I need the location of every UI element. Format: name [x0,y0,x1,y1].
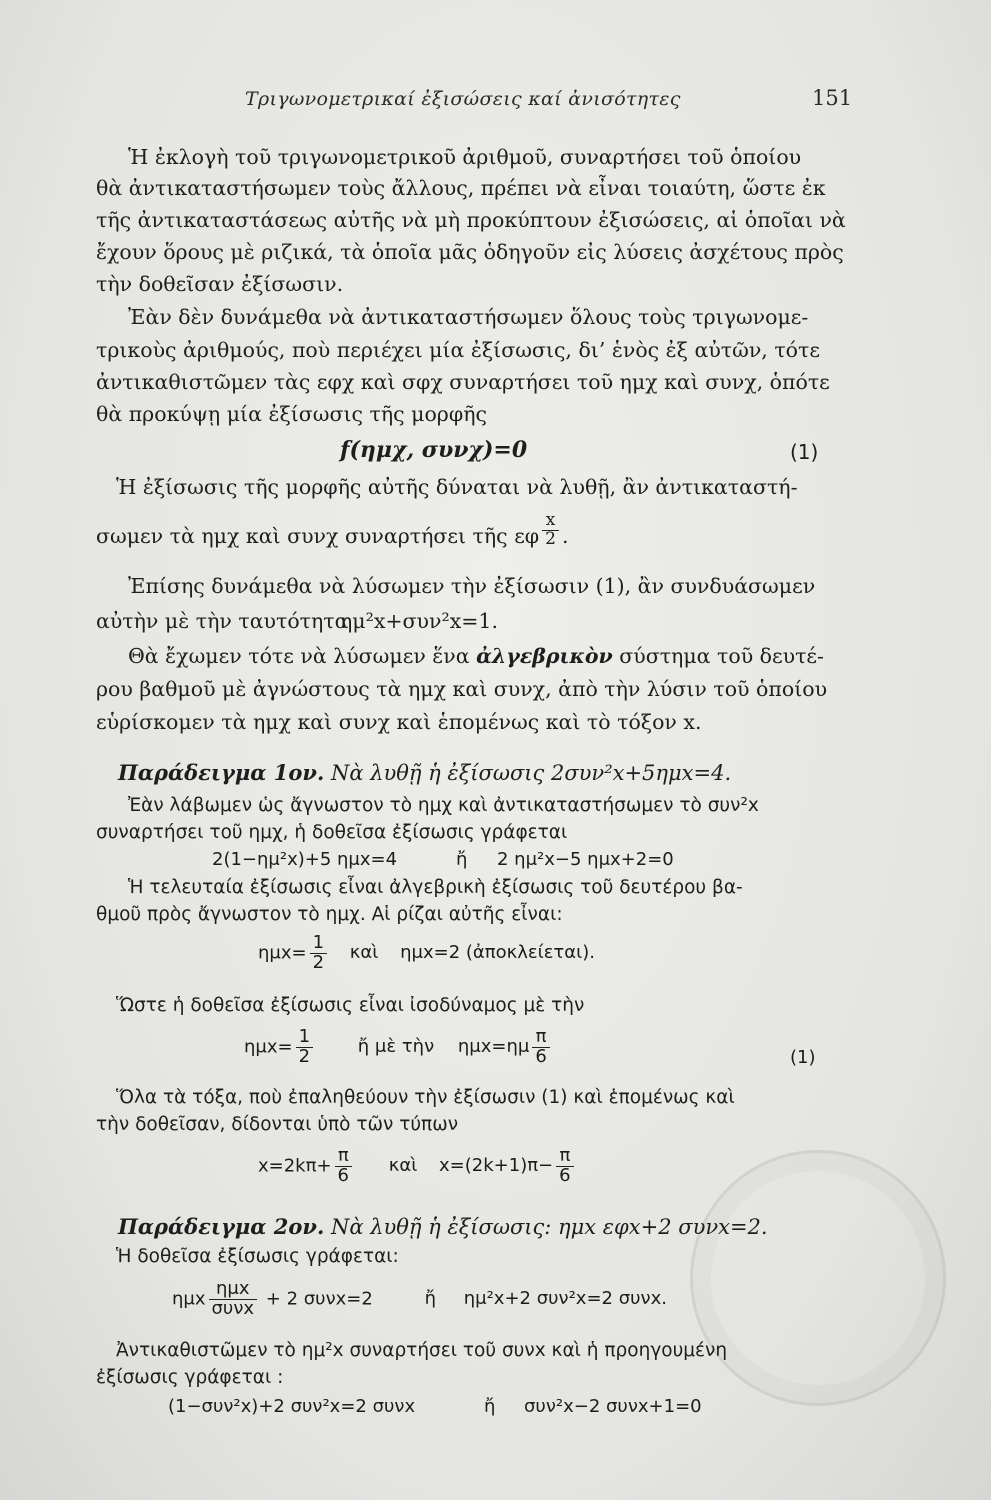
paragraph-1-line-3: τῆς ἀντικαταστάσεως αὐτῆς νὰ μὴ προκύπτουν ἐξισώσεις, αἱ ὁποῖαι νὰ [96,208,846,232]
paragraph-3-tan: εφ [514,524,540,548]
paragraph-3-period: . [562,524,569,548]
example-2-statement: Νὰ λυθῇ ἡ ἐξίσωσις: ημx εφx+2 συνx=2. [330,1215,768,1239]
example-1-line-3: Ἡ τελευταία ἐξίσωσις εἶναι ἀλγεβρικὴ ἐξίσωσις τοῦ δευτέρου βα- [128,877,743,898]
example-2-denominator: συνx [211,1297,255,1319]
example-2-eq-rest: + 2 συνx=2 [265,1288,373,1310]
equation-2-pi: π [532,1028,549,1048]
running-title: Τριγωνομετρικαί ἐξισώσεις καί ἀνισότητες [245,88,681,110]
paragraph-3-line-2 [96,510,569,549]
example-1-heading [118,760,731,785]
example-1-equation-b: 2 ημ²x−5 ημx+2=0 [497,849,674,870]
equation-1: f(ημχ, συνχ)=0 [340,437,528,463]
paragraph-1-line-4: ἔχουν ὅρους μὲ ριζικά, τὰ ὁποῖα μᾶς ὁδηγοῦν εἰς λύσεις ἀσχέτους πρὸς [96,240,844,264]
paragraph-1-line-1: Ἡ ἐκλογὴ τοῦ τριγωνομετρικοῦ ἀριθμοῦ, συναρτήσει τοῦ ὁποίου [128,145,802,169]
example-1-line-7: τὴν δοθεῖσαν, δίδονται ὑπὸ τῶν τύπων [96,1114,459,1135]
example-1-equation-a: 2(1−ημ²x)+5 ημx=4 [212,849,398,870]
solutions-and: καὶ [388,1155,418,1177]
half-angle-fraction [542,512,559,549]
equation-2-denominator: 2 [298,1045,311,1067]
equation-2-mid: ἤ μὲ τὴν [357,1036,435,1058]
example-2-eq-rhs: ημ²x+2 συν²x=2 συνx. [463,1288,667,1310]
example-1-line-6: Ὅλα τὰ τόξα, ποὺ ἐπαληθεύουν τὴν ἐξίσωσιν (1) καὶ ἑπομένως καὶ [116,1087,735,1108]
equation-2-six: 6 [535,1045,547,1067]
paragraph-3-line-1: Ἡ ἐξίσωσις τῆς μορφῆς αὐτῆς δύναται νὰ λυθῇ, ἂν ἀντικαταστή- [116,475,798,499]
equation-2-pi-fraction [532,1028,549,1067]
roots-denominator: 2 [312,951,325,973]
identity-formula: ημ²x+συν²x=1. [340,609,498,633]
example-2-title: Παράδειγμα 2ον. [118,1214,325,1239]
paragraph-3-text: σωμεν τὰ ημχ καὶ συνχ συναρτήσει τῆς [96,524,508,548]
solution-b-pi: π [556,1147,573,1167]
example-2-fraction [209,1280,258,1319]
solutions-formula [258,1147,577,1186]
half-angle-numerator: x [542,512,559,531]
paragraph-2-line-1: Ἐὰν δὲν δυνάμεθα νὰ ἀντικαταστήσωμεν ὅλους τοὺς τριγωνομε- [128,305,809,329]
paragraph-5-text-a: Θὰ ἔχωμεν τότε νὰ λύσωμεν ἕνα [128,644,470,668]
example-2-equation [172,1280,667,1319]
paragraph-2-line-2: τρικοὺς ἀριθμούς, ποὺ περιέχει μία ἐξίσωσις, δι’ ἑνὸς ἐξ αὐτῶν, τότε [96,338,820,362]
equation-1-number: (1) [790,440,819,464]
paragraph-2-line-3: ἀντικαθιστῶμεν τὰς εφχ καὶ σφχ συναρτήσει τοῦ ημχ καὶ συνχ, ὁπότε [96,370,830,394]
equation-2 [244,1028,553,1067]
example-2-eq-lhs: ημx [172,1288,206,1310]
paragraph-5-text-c: σύστημα τοῦ δευτέ- [619,644,824,668]
paragraph-2-line-4: θὰ προκύψῃ μία ἐξίσωσις τῆς μορφῆς [96,402,487,426]
equation-2-number: (1) [790,1047,816,1068]
example-1-title: Παράδειγμα 1ον. [118,760,325,785]
paragraph-5-line-3: εὑρίσκομεν τὰ ημχ καὶ συνχ καὶ ἑπομένως καὶ τὸ τόξον x. [96,710,702,734]
equation-2-numerator: 1 [296,1028,313,1048]
paragraph-4-line-2a: αὐτὴν μὲ τὴν ταυτότητα [96,609,349,633]
roots-lhs: ημx= [258,942,307,964]
solution-a-six: 6 [337,1164,349,1186]
roots-formula [258,934,595,973]
solution-a-fraction [335,1147,352,1186]
example-2-numerator: ημx [209,1280,258,1300]
roots-fraction [310,934,327,973]
example-2-line-1: Ἡ δοθεῖσα ἐξίσωσις γράφεται: [116,1246,399,1267]
equation-2-rhs: ημx=ημ [457,1036,530,1058]
example-1-statement: Νὰ λυθῇ ἡ ἐξίσωσις 2συν²x+5ημx=4. [330,761,732,785]
page-number: 151 [812,86,853,110]
example-1-or-1: ἤ [456,849,468,870]
roots-rhs: ημx=2 (ἀποκλείεται). [400,942,595,964]
paragraph-5-line-2: ρου βαθμοῦ μὲ ἀγνώστους τὰ ημχ καὶ συνχ, ἀπὸ τὴν λύσιν τοῦ ὁποίου [96,677,828,701]
example-2-last-equation-a: (1−συν²x)+2 συν²x=2 συνx [168,1396,416,1417]
roots-and: καὶ [349,942,379,964]
paragraph-4-line-1: Ἐπίσης δυνάμεθα νὰ λύσωμεν τὴν ἐξίσωσιν (1), ἂν συνδυάσωμεν [128,574,816,598]
solution-b: x=(2k+1)π− [439,1155,554,1177]
half-angle-denominator: 2 [545,529,556,549]
paragraph-5-line-1 [128,644,824,668]
solution-b-fraction [556,1147,573,1186]
example-1-line-5: Ὥστε ἡ δοθεῖσα ἐξίσωσις εἶναι ἰσοδύναμος μὲ τὴν [116,995,585,1016]
solution-a: x=2kπ+ [258,1155,332,1177]
example-1-line-2: συναρτήσει τοῦ ημχ, ἡ δοθεῖσα ἐξίσωσις γράφεται [96,822,568,843]
algebraic-emphasis: ἀλγεβρικὸν [476,644,613,668]
roots-numerator: 1 [310,934,327,954]
equation-2-lhs: ημx= [244,1036,293,1058]
example-2-line-3: ἐξίσωσις γράφεται : [96,1367,284,1388]
library-stamp [690,1150,946,1406]
solution-b-six: 6 [559,1164,571,1186]
example-1-line-1: Ἐὰν λάβωμεν ὡς ἄγνωστον τὸ ημχ καὶ ἀντικαταστήσωμεν τὸ συν²x [128,795,759,816]
paragraph-1-line-2: θὰ ἀντικαταστήσωμεν τοὺς ἄλλους, πρέπει νὰ εἶναι τοιαύτη, ὥστε ἐκ [96,176,826,200]
solution-a-pi: π [335,1147,352,1167]
paragraph-1-line-5: τὴν δοθεῖσαν ἐξίσωσιν. [96,272,344,296]
equation-2-fraction [296,1028,313,1067]
example-2-last-or: ἤ [484,1396,496,1417]
example-2-heading [118,1214,768,1239]
example-2-last-equation-b: συν²x−2 συνx+1=0 [524,1396,702,1417]
example-1-line-4: θμοῦ πρὸς ἄγνωστον τὸ ημχ. Αἱ ρίζαι αὐτῆς εἶναι: [96,904,563,925]
example-2-line-2: Ἀντικαθιστῶμεν τὸ ημ²x συναρτήσει τοῦ συνx καὶ ἡ προηγουμένη [116,1340,728,1361]
example-2-or: ἤ [424,1288,436,1310]
